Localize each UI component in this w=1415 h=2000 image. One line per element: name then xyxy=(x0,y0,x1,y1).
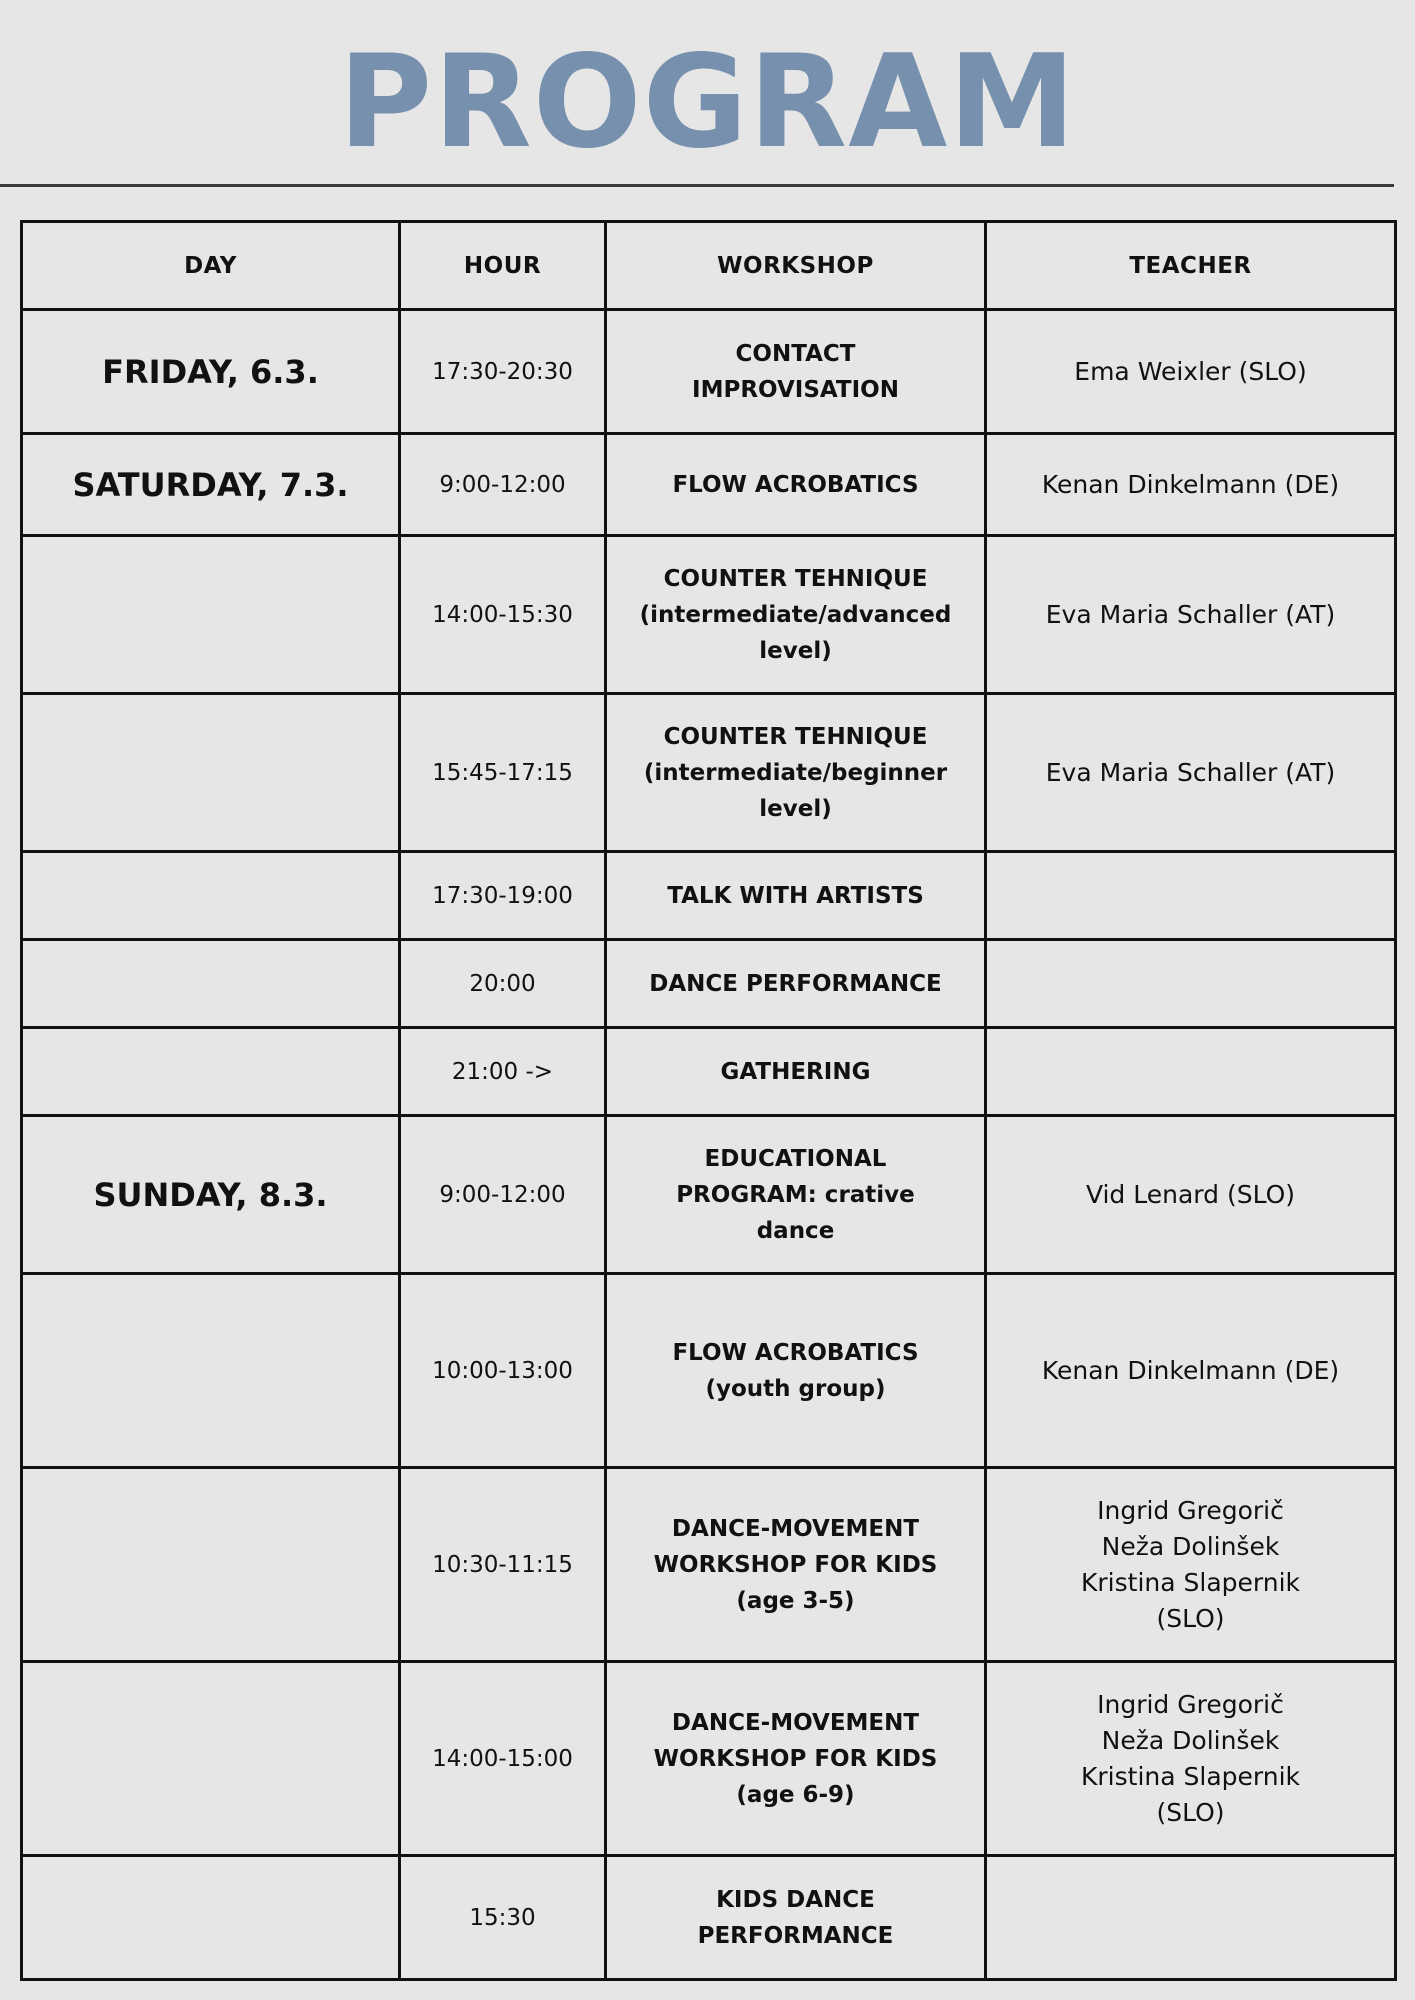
teacher-cell xyxy=(986,940,1396,1028)
day-cell xyxy=(22,1662,400,1856)
table-row xyxy=(22,852,1396,940)
workshop-line: (intermediate/advanced xyxy=(639,601,952,628)
workshop-cell xyxy=(606,310,986,434)
title-divider xyxy=(0,184,1394,187)
day-cell xyxy=(22,536,400,694)
table-row xyxy=(22,536,1396,694)
hour-cell: 9:00-12:00 xyxy=(400,1116,606,1274)
table-row xyxy=(22,1468,1396,1662)
teacher-line: Kenan Dinkelmann (DE) xyxy=(1041,1355,1340,1385)
day-cell xyxy=(22,1856,400,1980)
teacher-line: Ema Weixler (SLO) xyxy=(1074,356,1307,386)
table-row xyxy=(22,310,1396,434)
hour-cell: 17:30-19:00 xyxy=(400,852,606,940)
teacher-line: (SLO) xyxy=(1156,1603,1225,1633)
workshop-cell xyxy=(606,536,986,694)
day-cell xyxy=(22,694,400,852)
workshop-cell xyxy=(606,1468,986,1662)
header-workshop: WORKSHOP xyxy=(606,222,986,310)
day-cell: SUNDAY, 8.3. xyxy=(22,1116,400,1274)
workshop-cell xyxy=(606,852,986,940)
table-row xyxy=(22,1856,1396,1980)
teacher-cell xyxy=(986,1028,1396,1116)
workshop-line: TALK WITH ARTISTS xyxy=(667,882,924,909)
day-cell xyxy=(22,1468,400,1662)
table-row xyxy=(22,1116,1396,1274)
teacher-line: Kenan Dinkelmann (DE) xyxy=(1041,469,1340,499)
workshop-line: WORKSHOP FOR KIDS xyxy=(653,1551,938,1578)
header-teacher: TEACHER xyxy=(986,222,1396,310)
day-cell xyxy=(22,852,400,940)
page-title: PROGRAM xyxy=(338,28,1077,177)
teacher-cell xyxy=(986,310,1396,434)
hour-cell: 14:00-15:30 xyxy=(400,536,606,694)
workshop-line: level) xyxy=(759,795,832,822)
teacher-line: Neža Dolinšek xyxy=(1101,1725,1280,1755)
workshop-line: CONTACT xyxy=(735,340,856,367)
teacher-cell xyxy=(986,1662,1396,1856)
workshop-line: (age 3-5) xyxy=(736,1587,855,1614)
day-cell xyxy=(22,1274,400,1468)
teacher-line: Eva Maria Schaller (AT) xyxy=(1045,599,1336,629)
workshop-line: PERFORMANCE xyxy=(697,1922,894,1949)
header-hour: HOUR xyxy=(400,222,606,310)
program-table xyxy=(20,220,1397,1981)
workshop-line: (intermediate/beginner xyxy=(643,759,948,786)
workshop-line: KIDS DANCE xyxy=(716,1886,875,1913)
workshop-cell xyxy=(606,940,986,1028)
workshop-line: (age 6-9) xyxy=(736,1781,855,1808)
teacher-cell xyxy=(986,1468,1396,1662)
hour-cell: 9:00-12:00 xyxy=(400,434,606,536)
workshop-cell xyxy=(606,1856,986,1980)
teacher-cell xyxy=(986,1116,1396,1274)
day-cell xyxy=(22,940,400,1028)
table-row xyxy=(22,1274,1396,1468)
workshop-cell xyxy=(606,1116,986,1274)
hour-cell: 15:30 xyxy=(400,1856,606,1980)
workshop-cell xyxy=(606,1662,986,1856)
workshop-cell xyxy=(606,1274,986,1468)
workshop-line: PROGRAM: crative xyxy=(676,1181,915,1208)
workshop-line: GATHERING xyxy=(720,1058,871,1085)
day-cell: FRIDAY, 6.3. xyxy=(22,310,400,434)
workshop-line: WORKSHOP FOR KIDS xyxy=(653,1745,938,1772)
workshop-line: FLOW ACROBATICS xyxy=(672,471,919,498)
workshop-line: DANCE-MOVEMENT xyxy=(671,1709,920,1736)
teacher-line: Ingrid Gregorič xyxy=(1097,1495,1284,1525)
workshop-line: dance xyxy=(756,1217,835,1244)
workshop-line: DANCE-MOVEMENT xyxy=(671,1515,920,1542)
table-row xyxy=(22,940,1396,1028)
teacher-cell xyxy=(986,1274,1396,1468)
teacher-cell xyxy=(986,852,1396,940)
hour-cell: 17:30-20:30 xyxy=(400,310,606,434)
table-row xyxy=(22,434,1396,536)
table-row xyxy=(22,1028,1396,1116)
workshop-line: COUNTER TEHNIQUE xyxy=(663,723,928,750)
hour-cell: 15:45-17:15 xyxy=(400,694,606,852)
table-header-row xyxy=(22,222,1396,310)
teacher-line: Vid Lenard (SLO) xyxy=(1085,1179,1296,1209)
workshop-line: IMPROVISATION xyxy=(692,376,899,403)
hour-cell: 10:00-13:00 xyxy=(400,1274,606,1468)
workshop-line: FLOW ACROBATICS xyxy=(672,1339,919,1366)
day-cell: SATURDAY, 7.3. xyxy=(22,434,400,536)
workshop-cell xyxy=(606,434,986,536)
workshop-cell xyxy=(606,1028,986,1116)
hour-cell: 14:00-15:00 xyxy=(400,1662,606,1856)
workshop-line: (youth group) xyxy=(705,1375,886,1402)
teacher-cell xyxy=(986,434,1396,536)
teacher-cell xyxy=(986,1856,1396,1980)
program-body xyxy=(22,310,1396,1980)
teacher-line: Ingrid Gregorič xyxy=(1097,1689,1284,1719)
workshop-line: level) xyxy=(759,637,832,664)
teacher-cell xyxy=(986,536,1396,694)
header-day: DAY xyxy=(22,222,400,310)
table-row xyxy=(22,694,1396,852)
teacher-cell xyxy=(986,694,1396,852)
day-cell xyxy=(22,1028,400,1116)
hour-cell: 21:00 -> xyxy=(400,1028,606,1116)
workshop-line: DANCE PERFORMANCE xyxy=(649,970,942,997)
hour-cell: 20:00 xyxy=(400,940,606,1028)
hour-cell: 10:30-11:15 xyxy=(400,1468,606,1662)
workshop-cell xyxy=(606,694,986,852)
workshop-line: EDUCATIONAL xyxy=(704,1145,887,1172)
teacher-line: Kristina Slapernik xyxy=(1081,1761,1300,1791)
table-row xyxy=(22,1662,1396,1856)
teacher-line: (SLO) xyxy=(1156,1797,1225,1827)
teacher-line: Kristina Slapernik xyxy=(1081,1567,1300,1597)
teacher-line: Eva Maria Schaller (AT) xyxy=(1045,757,1336,787)
workshop-line: COUNTER TEHNIQUE xyxy=(663,565,928,592)
teacher-line: Neža Dolinšek xyxy=(1101,1531,1280,1561)
